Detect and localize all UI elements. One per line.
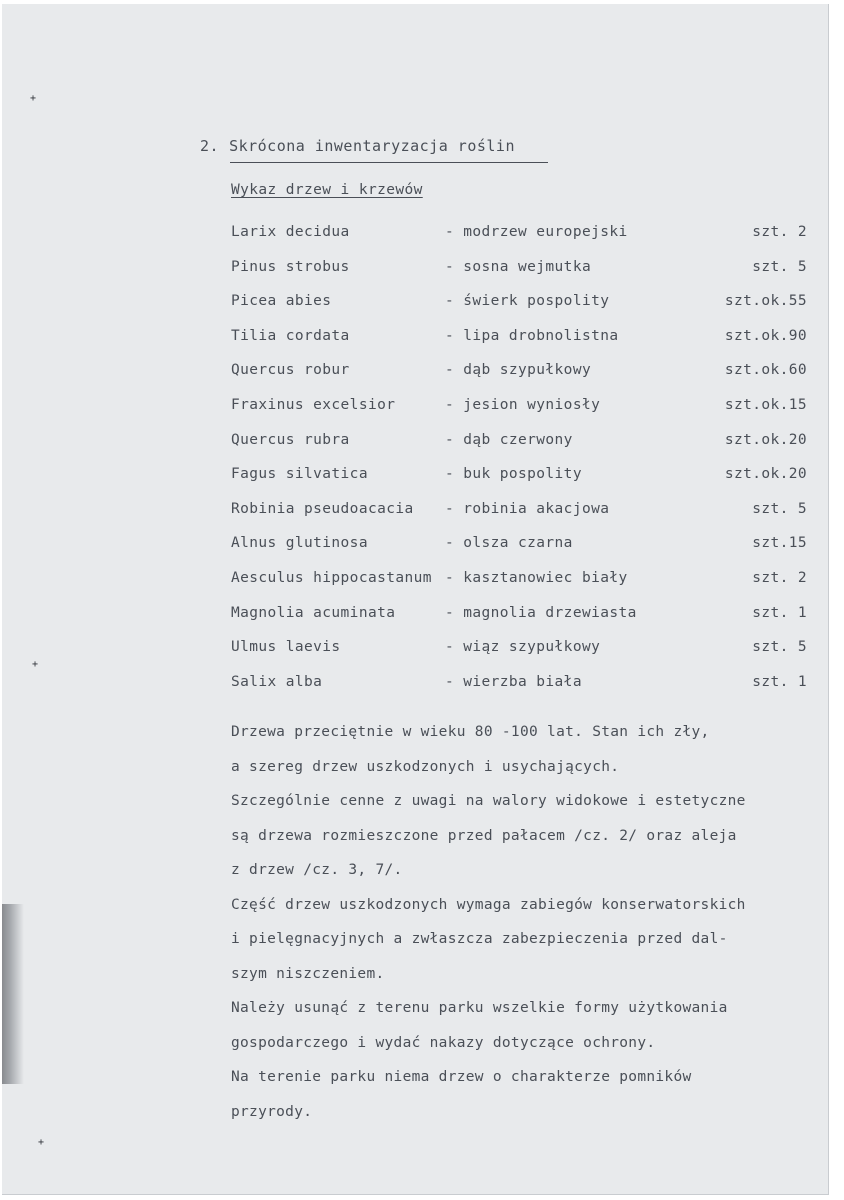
tree-row bbox=[231, 639, 811, 674]
note-line: gospodarczego i wydać nakazy dotyczące ochrony. bbox=[231, 1034, 656, 1051]
polish-name: - wiąz szypułkowy bbox=[445, 639, 601, 656]
tree-row bbox=[231, 466, 811, 501]
note-line: Na terenie parku niema drzew o charakterze pomników bbox=[231, 1069, 692, 1085]
polish-name: - dąb czerwony bbox=[445, 431, 573, 448]
latin-name: Salix alba bbox=[231, 673, 323, 690]
polish-name: - robinia akacjowa bbox=[445, 500, 610, 517]
polish-name: - lipa drobnolistna bbox=[445, 327, 619, 344]
tree-row bbox=[231, 605, 811, 640]
polish-name: - dąb szypułkowy bbox=[445, 362, 592, 379]
latin-name: Magnolia acuminata bbox=[231, 604, 396, 621]
tree-row bbox=[231, 501, 811, 536]
section-title-text: Skrócona inwentaryzacja roślin bbox=[229, 137, 515, 155]
note-line: są drzewa rozmieszczone przed pałacem /cz. 2/ oraz aleja bbox=[231, 827, 737, 844]
punch-mark-top: + bbox=[30, 93, 37, 104]
tree-row bbox=[231, 224, 811, 259]
count: szt.ok.55 bbox=[724, 293, 807, 310]
polish-name: - kasztanowiec biały bbox=[445, 569, 628, 586]
note-line: szym niszczeniem. bbox=[231, 965, 385, 982]
tree-row bbox=[231, 535, 811, 570]
latin-name: Robinia pseudoacacia bbox=[231, 500, 414, 517]
polish-name: - magnolia drzewiasta bbox=[445, 604, 637, 621]
latin-name: Tilia cordata bbox=[231, 327, 350, 344]
section-heading bbox=[200, 137, 515, 155]
tree-row bbox=[231, 674, 811, 709]
scan-edge-shadow bbox=[2, 904, 24, 1084]
latin-name: Quercus rubra bbox=[231, 431, 350, 448]
punch-mark-middle: + bbox=[32, 659, 39, 670]
section-number: 2. bbox=[200, 137, 220, 155]
note-line: z drzew /cz. 3, 7/. bbox=[231, 862, 403, 878]
count: szt.ok.15 bbox=[724, 396, 807, 413]
count: szt.15 bbox=[752, 535, 807, 552]
subtitle: Wykaz drzew i krzewów bbox=[231, 182, 423, 198]
tree-list bbox=[231, 224, 811, 708]
note-line: Należy usunąć z terenu parku wszelkie formy użytkowania bbox=[231, 1000, 728, 1016]
latin-name: Quercus robur bbox=[231, 362, 350, 379]
note-line: Część drzew uszkodzonych wymaga zabiegów konserwatorskich bbox=[231, 896, 746, 913]
count: szt.ok.20 bbox=[724, 466, 807, 483]
count: szt. 5 bbox=[752, 500, 807, 517]
count: szt. 5 bbox=[752, 258, 807, 275]
latin-name: Aesculus hippocastanum bbox=[231, 569, 432, 586]
note-line: i pielęgnacyjnych a zwłaszcza zabezpieczenia przed dal- bbox=[231, 931, 728, 947]
tree-row bbox=[231, 432, 811, 467]
polish-name: - jesion wyniosły bbox=[445, 396, 601, 413]
polish-name: - olsza czarna bbox=[445, 535, 573, 552]
latin-name: Fraxinus excelsior bbox=[231, 396, 396, 413]
polish-name: - wierzba biała bbox=[445, 673, 582, 690]
notes-paragraph bbox=[231, 724, 829, 1138]
latin-name: Pinus strobus bbox=[231, 258, 350, 275]
latin-name: Larix decidua bbox=[231, 224, 350, 240]
count: szt.ok.20 bbox=[724, 431, 807, 448]
polish-name: - sosna wejmutka bbox=[445, 258, 592, 275]
note-line: Szczególnie cenne z uwagi na walory widokowe i estetyczne bbox=[231, 793, 746, 809]
count: szt. 5 bbox=[752, 639, 807, 656]
tree-row bbox=[231, 397, 811, 432]
count: szt.ok.60 bbox=[724, 362, 807, 379]
document-page bbox=[2, 4, 829, 1195]
tree-row bbox=[231, 328, 811, 363]
polish-name: - świerk pospolity bbox=[445, 293, 610, 310]
count: szt. 2 bbox=[752, 224, 807, 240]
tree-row bbox=[231, 293, 811, 328]
tree-row bbox=[231, 570, 811, 605]
latin-name: Fagus silvatica bbox=[231, 466, 368, 483]
note-line: a szereg drzew uszkodzonych i usychających. bbox=[231, 758, 620, 775]
heading-underline bbox=[230, 162, 548, 163]
latin-name: Ulmus laevis bbox=[231, 639, 341, 656]
note-line: Drzewa przeciętnie w wieku 80 -100 lat. Stan ich zły, bbox=[231, 724, 710, 740]
count: szt. 2 bbox=[752, 569, 807, 586]
note-line: przyrody. bbox=[231, 1103, 313, 1120]
latin-name: Picea abies bbox=[231, 293, 332, 310]
count: szt. 1 bbox=[752, 673, 807, 690]
latin-name: Alnus glutinosa bbox=[231, 535, 368, 552]
tree-row bbox=[231, 259, 811, 294]
count: szt. 1 bbox=[752, 604, 807, 621]
tree-row bbox=[231, 362, 811, 397]
polish-name: - buk pospolity bbox=[445, 466, 582, 483]
punch-mark-bottom: + bbox=[38, 1137, 45, 1148]
count: szt.ok.90 bbox=[724, 327, 807, 344]
polish-name: - modrzew europejski bbox=[445, 224, 628, 240]
